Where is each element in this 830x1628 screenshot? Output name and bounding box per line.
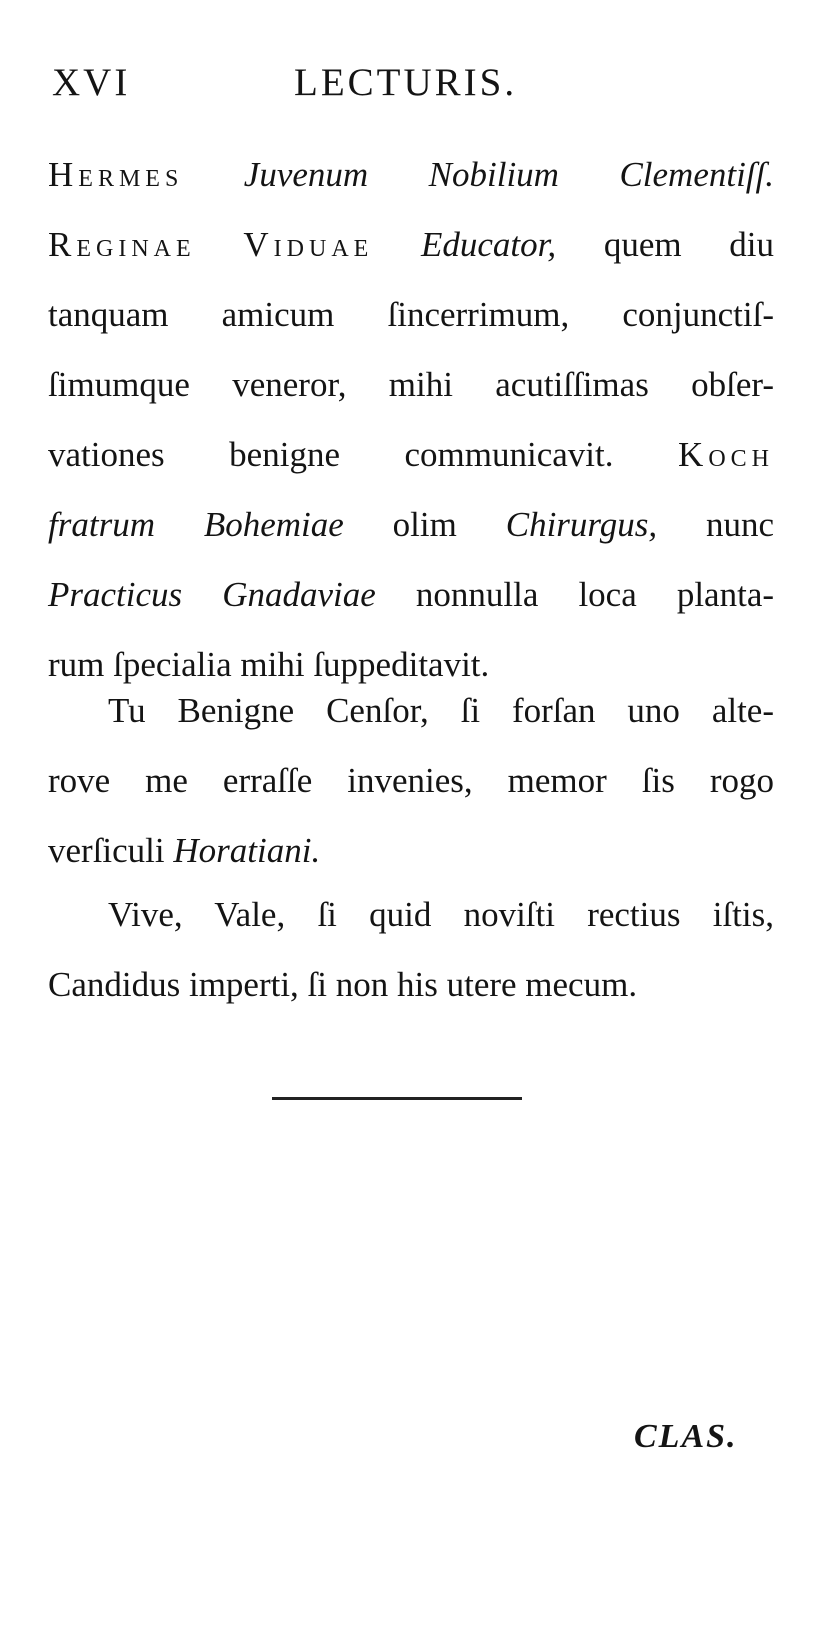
page-header: [52, 60, 772, 110]
italic-text: fratrum Bohemiae: [48, 505, 344, 544]
text-line: [48, 140, 774, 210]
paragraph-censor: [48, 676, 774, 886]
plain-text: vationes benigne communicavit.: [48, 435, 614, 474]
text-line: rove me erraſſe invenies, memor ſis rogo: [48, 761, 774, 800]
italic-text: Horatiani.: [173, 831, 321, 870]
catchword: CLAS.: [634, 1418, 738, 1455]
small-caps-name: HERMES: [48, 155, 184, 194]
plain-text: quem diu: [603, 225, 775, 264]
italic-text: Educator,: [421, 225, 557, 264]
italic-text: Practicus Gnadaviae: [48, 575, 376, 614]
small-caps-name: KOCH: [678, 435, 774, 474]
text-line: rum ſpecialia mihi ſuppeditavit.: [48, 645, 490, 684]
small-caps-name: REGINAE: [48, 225, 196, 264]
text-line: Tu Benigne Cenſor, ſi forſan uno alte-: [108, 691, 774, 730]
italic-text: Chirurgus,: [505, 505, 658, 544]
text-line: Vive, Vale, ſi quid noviſti rectius iſtis,: [108, 895, 774, 934]
italic-text: Juvenum Nobilium Clementiſſ.: [243, 155, 775, 194]
plain-text: nonnulla loca planta-: [415, 575, 775, 614]
small-caps-name: VIDUAE: [243, 225, 374, 264]
paragraph-acknowledgements: [48, 140, 774, 700]
text-line: [48, 490, 774, 560]
running-title: LECTURIS.: [294, 61, 518, 104]
text-line: [48, 420, 774, 490]
text-line: [48, 816, 774, 886]
text-line: Candidus imperti, ſi non his utere mecum.: [48, 965, 638, 1004]
text-line: [48, 560, 774, 630]
plain-text: nunc: [705, 505, 775, 544]
text-line: tanquam amicum ſincerrimum, conjunctiſ-: [48, 295, 774, 334]
plain-text: verſiculi: [48, 831, 165, 870]
plain-text: olim: [392, 505, 457, 544]
text-line: [48, 210, 774, 280]
section-divider-rule: [272, 1097, 522, 1100]
text-line: ſimumque veneror, mihi acutiſſimas obſer-: [48, 365, 774, 404]
page-number: XVI: [52, 61, 131, 104]
paragraph-horace-quote: [48, 880, 774, 1020]
